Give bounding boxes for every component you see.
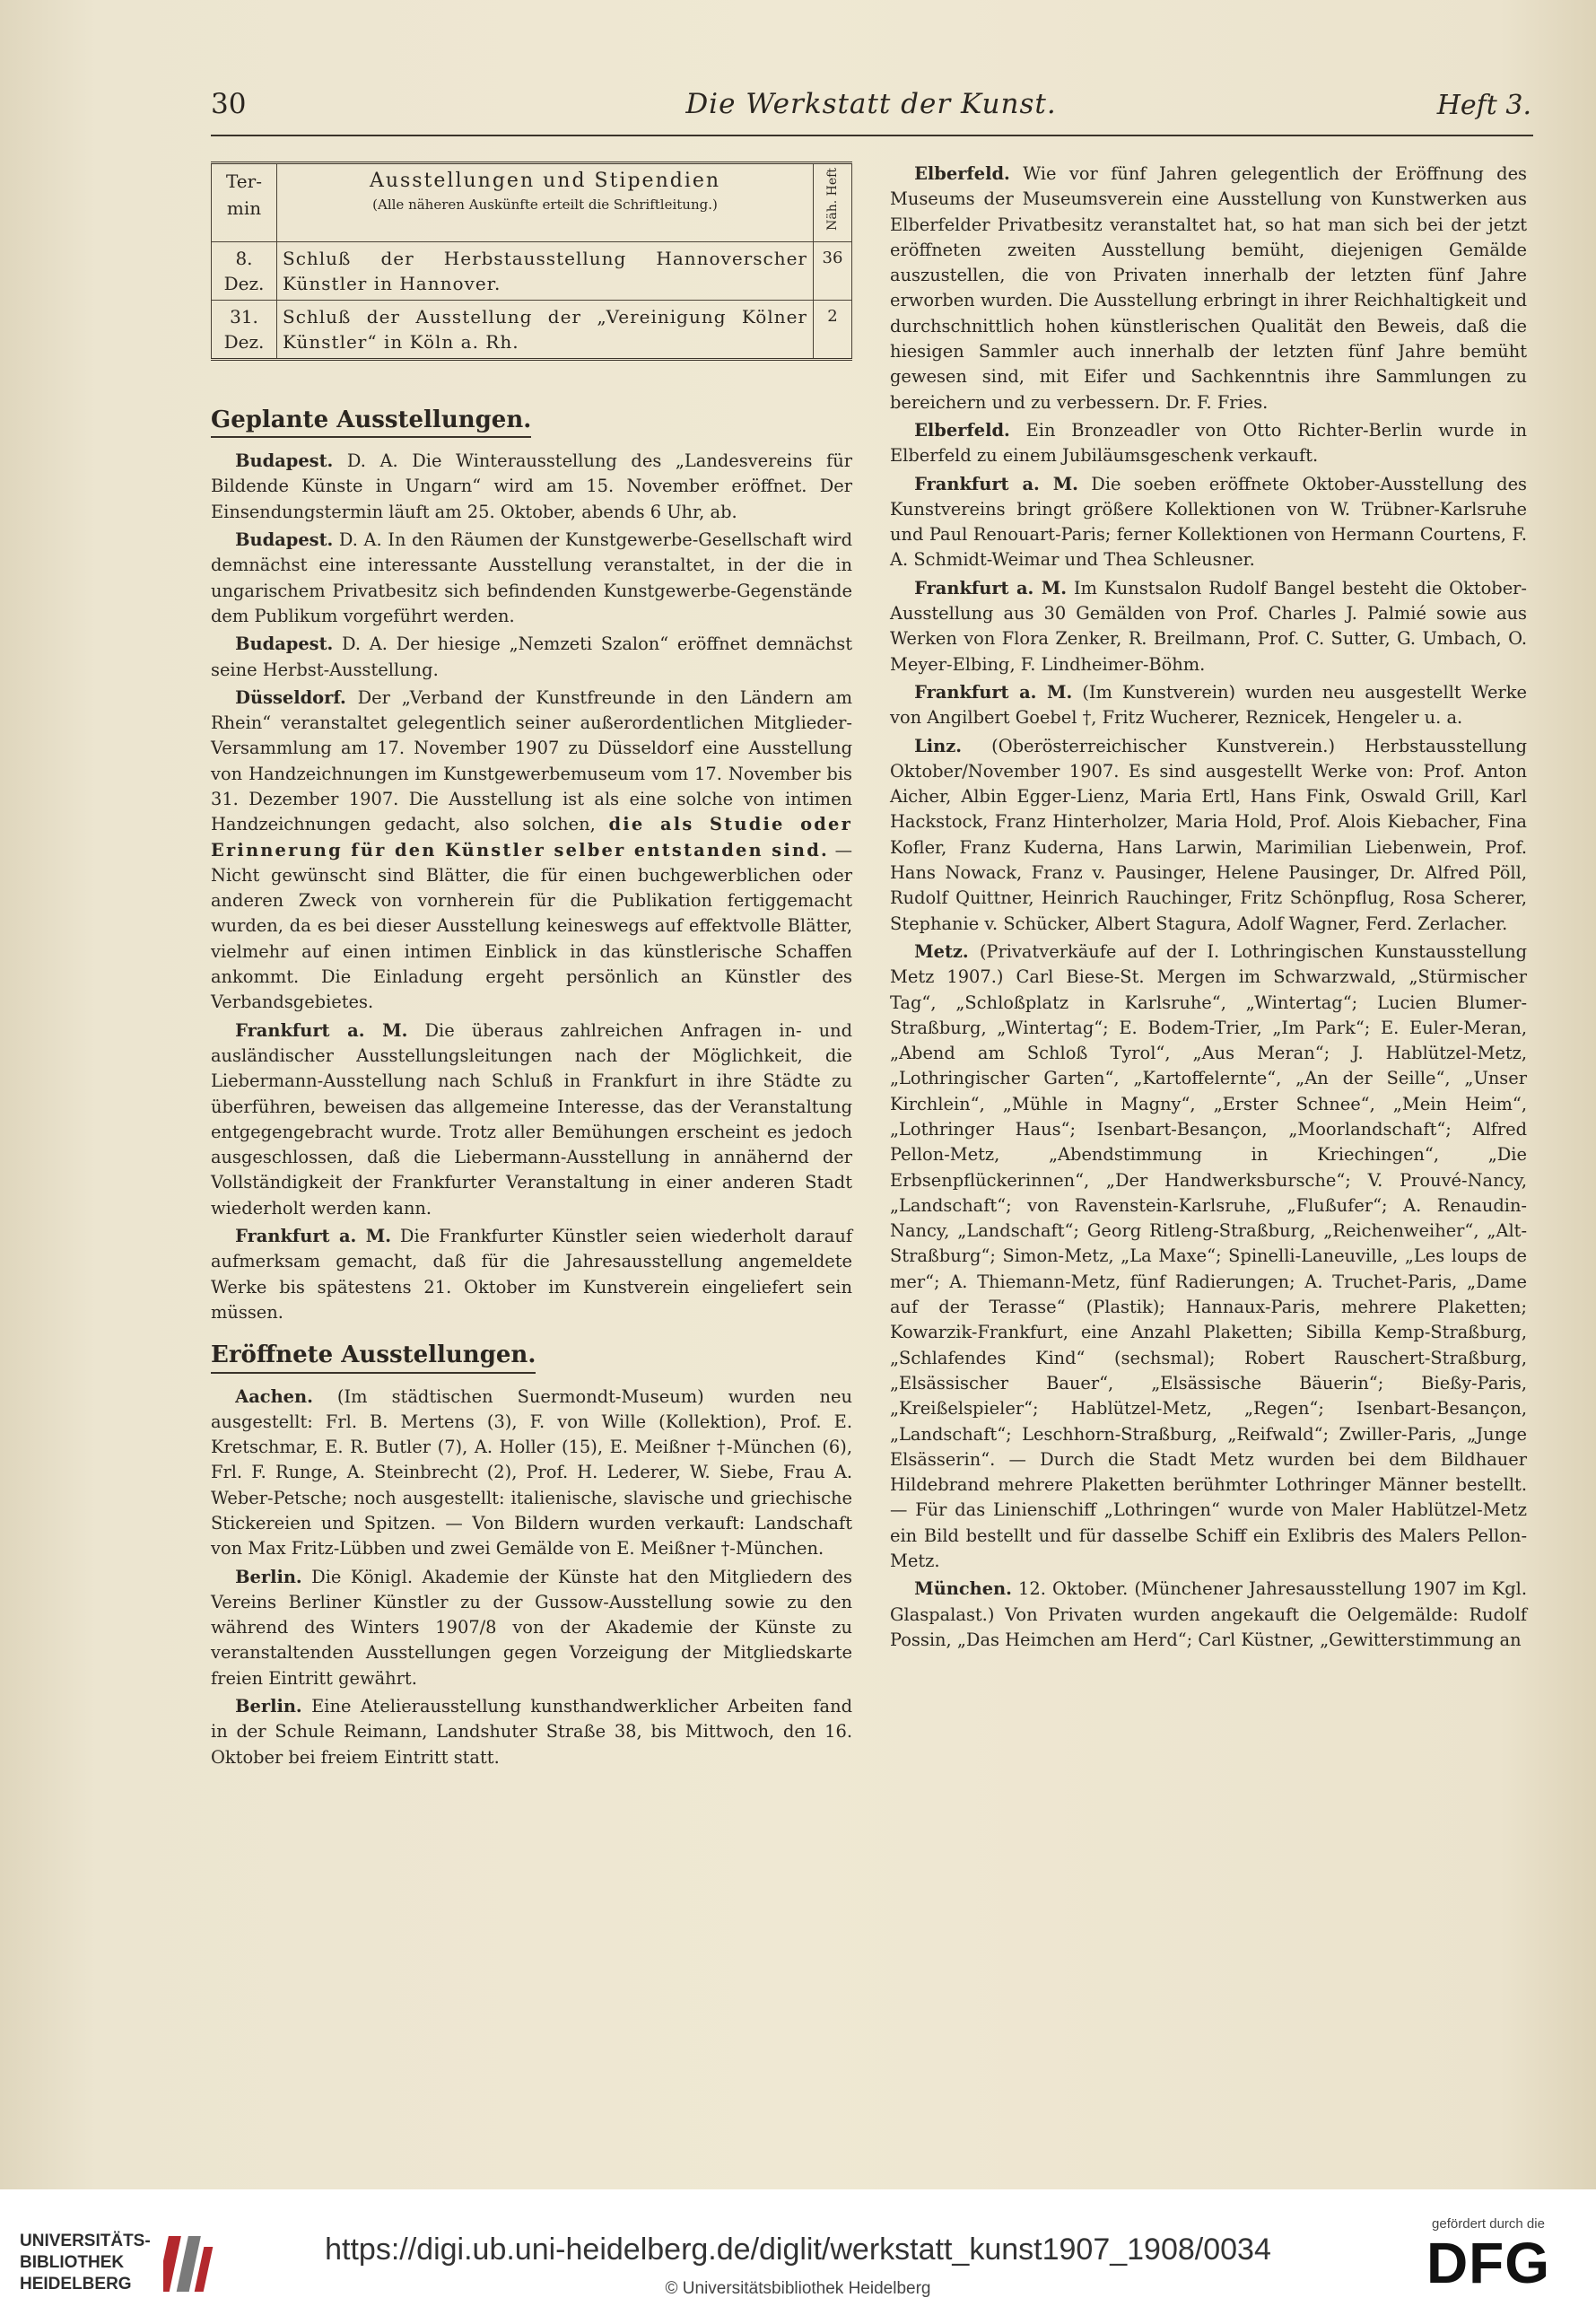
article-place: Düsseldorf. bbox=[235, 686, 346, 708]
row-date: 8. Dez. bbox=[212, 241, 277, 300]
article-paragraph bbox=[211, 1224, 852, 1325]
article-paragraph bbox=[890, 1577, 1527, 1653]
schedule-title: Ausstellungen und Stipendien bbox=[369, 170, 721, 192]
table-row bbox=[212, 241, 852, 300]
article-place: Elberfeld. bbox=[914, 163, 1010, 184]
article-paragraph bbox=[890, 418, 1527, 469]
article-text: Ein Bronzeadler von Otto Richter-Berlin wurde in Elberfeld zu einem Jubiläumsgeschenk verkauft. bbox=[890, 419, 1527, 467]
article-paragraph bbox=[211, 1385, 852, 1562]
article-place: Frankfurt a. M. bbox=[914, 681, 1073, 703]
article-text: D. A. In den Räumen der Kunstgewerbe-Gesellschaft wird demnächst eine interessante Ausstellung veranstaltet, in der die in ungarischem Privatbesitz sich befindenden Kunstgewerbe-Gegenstände dem Publikum vorgeführt werden. bbox=[211, 529, 852, 626]
viewer-footer bbox=[0, 2189, 1596, 2324]
schedule-col-ref bbox=[814, 163, 852, 242]
page-number: 30 bbox=[211, 88, 247, 120]
article-paragraph bbox=[211, 1694, 852, 1770]
issue-label: Heft 3. bbox=[1436, 90, 1531, 121]
article-place: Budapest. bbox=[235, 450, 334, 472]
article-place: Linz. bbox=[914, 735, 963, 756]
article-place: Berlin. bbox=[235, 1566, 302, 1587]
table-row bbox=[212, 300, 852, 359]
sponsor-caption: gefördert durch die bbox=[1432, 2216, 1545, 2232]
article-text: Die Königl. Akademie der Künste hat den Mitgliedern des Vereins Berliner Künstler zu der Gussow-Ausstellung sowie zu den während des Winters 1907/8 von der Akademie der Künste zu veranstaltenden Ausstellungen gegen Vorzeigung der Mitgliedskarte freien Eintritt gewährt. bbox=[211, 1566, 852, 1689]
section-heading-opened: Eröffnete Ausstellungen. bbox=[211, 1342, 536, 1373]
section-heading-planned: Geplante Ausstellungen. bbox=[211, 407, 531, 438]
article-text: Im Kunstsalon Rudolf Bangel besteht die Oktober-Ausstellung aus 30 Gemälden von Prof. Charles J. Palmié sowie aus Werken von Flora Zenker, R. Breilmann, Prof. C. Sutter, G. Umbach, O. Meyer-Elbing, F. Lindheimer-Böhm. bbox=[890, 577, 1527, 675]
article-paragraph bbox=[890, 162, 1527, 415]
article-place: München. bbox=[914, 1578, 1012, 1600]
article-paragraph bbox=[890, 472, 1527, 573]
article-text: Die überaus zahlreichen Anfragen in- und ausländischer Ausstellungsleitungen nach der Möglichkeit, die Liebermann-Ausstellung nach Schluß in Frankfurt in ihre Städte zu überführen, beweisen das allgemeine Interesse, das der Veranstaltung entgegengebracht wurde. Trotz aller Bemühungen erscheint es jedoch ausgeschlossen, daß die Liebermann-Ausstellung in annähernd der Vollständigkeit der Frankfurter Veranstaltung in einer anderen Stadt wiederholt werden kann. bbox=[211, 1019, 852, 1219]
schedule-subtitle: (Alle näheren Auskünfte erteilt die Schriftleitung.) bbox=[372, 197, 718, 213]
copyright-notice: © Universitätsbibliothek Heidelberg bbox=[665, 2279, 931, 2298]
article-paragraph bbox=[211, 686, 852, 1016]
running-title: Die Werkstatt der Kunst. bbox=[685, 88, 1057, 120]
row-date: 31. Dez. bbox=[212, 300, 277, 359]
article-text: (Oberösterreichischer Kunstverein.) Herbstausstellung Oktober/November 1907. Es sind ausgestellt Werke von: Prof. Anton Aicher, Albin Egger-Lienz, Maria Ertl, Hans Fink, Oswald Grill, Karl Hackstock, Franz Hinterholzer, Maria Hold, Prof. Alois Kiebacher, Fina Kofler, Franz Kuderna, Hans Larwin, Marimilian Liebenwein, Prof. Hans Nowack, Franz v. Pausinger, Helene Pausinger, Dr. Alfred Pöll, Rudolf Quittner, Heinrich Rauchinger, Fritz Schönpflug, Rosa Scherer, Stephanie v. Schücker, Albert Stagura, Adolf Wagner, Ferd. Zerlacher. bbox=[890, 735, 1527, 934]
dfg-logo: DFG bbox=[1426, 2231, 1551, 2295]
left-column bbox=[211, 162, 852, 1773]
article-text: 12. Oktober. (Münchener Jahresausstellung 1907 im Kgl. Glaspalast.) Von Privaten wurden angekauft die Oelgemälde: Rudolf Possin, „Das Heimchen am Herd“; Carl Küstner, „Gewitterstimmung an bbox=[890, 1578, 1527, 1650]
article-paragraph bbox=[890, 734, 1527, 937]
article-text: D. A. Der hiesige „Nemzeti Szalon“ eröffnet demnächst seine Herbst-Ausstellung. bbox=[211, 633, 852, 680]
article-text: (Privatverkäufe auf der I. Lothringischen Kunstausstellung Metz 1907.) Carl Biese-St. Mergen im Schwarzwald, „Stürmischer Tag“, „Schloßplatz in Karlsruhe“, „Wintertag“; Lucien Blumer-Straßburg, „Wintertag“; E. Bodem-Trier, „Im Park“; E. Euler-Meran, „Abend am Schloß Tyrol“, „Aus Meran“; J. Hablützel-Metz, „Lothringischer Garten“, „Kartoffelernte“, „An der Seille“, „Unser Kirchlein“, „Mühle in Magny“, „Erster Schnee“, „Mein Heim“, „Lothringer Haus“; Isenbart-Besançon, „Moorlandschaft“; Alfred Pellon-Metz, „Abendstimmung in Kriechingen“, „Die Erbsenpflückerinnen“, „Der Handwerksbursche“; V. Prouvé-Nancy, „Landschaft“; von Ravenstein-Karlsruhe, „Flußufer“; A. Renaudin-Nancy, „Landschaft“; Georg Ritleng-Straßburg, „Reichenweiher“, „Alt-Straßburg“; Simon-Metz, „La Maxe“; Spinelli-Laneuville, „Les loups de mer“; A. Thiemann-Metz, fünf Radierungen; A. Truchet-Paris, „Dame auf der Terasse“ (Plastik); Hannaux-Paris, mehrere Plaketten; Kowarzik-Frankfurt, eine Anzahl Plaketten; Sibilla Kemp-Straßburg, „Schlafendes Kind“ (sechsmal); Robert Rauschert-Straßburg, „Elsässischer Bauer“, „Elsässische Bäuerin“; Bießy-Paris, „Kreißelspieler“; Hablützel-Metz, „Regen“; Isenbart-Besançon, „Landschaft“; Leschhorn-Straßburg, „Reifwald“; Zwiller-Paris, „Junge Elsässerin“. — Durch die Stadt Metz wurden bei dem Bildhauer Hildebrand mehrere Plaketten berühmter Lothringer Männer bestellt. — Für das Linienschiff „Lothringen“ wurde von Maler Hablützel-Metz ein Bild bestellt und für dasselbe Schiff ein Exlibris des Malers Pellon-Metz. bbox=[890, 940, 1527, 1572]
article-place: Aachen. bbox=[235, 1385, 313, 1407]
article-text: (Im städtischen Suermondt-Museum) wurden neu ausgestellt: Frl. B. Mertens (3), F. von Wille (Kollektion), Prof. E. Kretschmar, E. R. Butler (7), A. Holler (15), E. Meißner †-München (6), Frl. F. Runge, A. Steinbrecht (2), Prof. H. Lederer, W. Siebe, Frau A. Weber-Petsche; noch ausgestellt: italienische, slavische und griechische Stickereien und Spitzen. — Von Bildern wurden verkauft: Landschaft von Max Fritz-Lübben und zwei Gemälde von E. Meißner †-München. bbox=[211, 1385, 852, 1560]
sponsor-block[interactable] bbox=[1421, 2216, 1556, 2294]
article-text: D. A. Die Winterausstellung des „Landesvereins für Bildende Künste in Ungarn“ wird am 15. November eröffnet. Der Einsendungstermin läuft am 25. Oktober, abends 6 Uhr, ab. bbox=[211, 450, 852, 522]
schedule-col-date: Ter- min bbox=[212, 163, 277, 242]
article-paragraph bbox=[211, 528, 852, 629]
article-text: — Nicht gewünscht sind Blätter, die für einen buchgewerblichen oder anderen Zweck von vornherein für die Publikation fertiggemacht wurden, da es bei dieser Ausstellung keineswegs auf effektvolle Blätter, vielmehr auf einen intimen Einblick in das künstlerische Schaffen ankommt. Die Einladung ergeht persönlich an Künstler des Verbandsgebietes. bbox=[211, 839, 852, 1013]
article-place: Berlin. bbox=[235, 1696, 302, 1717]
article-paragraph bbox=[890, 576, 1527, 677]
row-text: Schluß der Herbstausstellung Hannoverscher Künstler in Hannover. bbox=[277, 241, 814, 300]
article-place: Budapest. bbox=[235, 529, 334, 551]
article-paragraph bbox=[211, 1018, 852, 1221]
article-paragraph bbox=[211, 1565, 852, 1691]
library-name: UNIVERSITÄTS- BIBLIOTHEK HEIDELBERG bbox=[20, 2232, 151, 2293]
article-text: (Im Kunstverein) wurden neu ausgestellt Werke von Angilbert Goebel †, Fritz Wucherer, Reznicek, Hengeler u. a. bbox=[890, 681, 1527, 729]
article-text: Der „Verband der Kunstfreunde in den Ländern am Rhein“ veranstaltet gelegentlich seiner außerordentlichen Mitglieder-Versammlung am 17. November 1907 zu Düsseldorf eine Ausstellung von Handzeichnungen im Kunstgewerbemuseum vom 17. November bis 31. Dezember 1907. Die Ausstellung ist als eine solche von intimen Handzeichnungen gedacht, also solchen, bbox=[211, 686, 852, 835]
permalink-url[interactable]: https://digi.ub.uni-heidelberg.de/diglit/werkstatt_kunst1907_1908/0034 bbox=[325, 2232, 1271, 2267]
right-column bbox=[890, 162, 1527, 1656]
article-paragraph bbox=[890, 680, 1527, 731]
row-text: Schluß der Ausstellung der „Vereinigung Kölner Künstler“ in Köln a. Rh. bbox=[277, 300, 814, 359]
schedule-ref-label: Näh. Heft bbox=[825, 168, 840, 231]
article-paragraph bbox=[211, 632, 852, 683]
article-text: Die Frankfurter Künstler seien wiederholt darauf aufmerksam gemacht, daß für die Jahresausstellung angemeldete Werke bis spätestens 21. Oktober im Kunstverein eingeliefert sein müssen. bbox=[211, 1226, 852, 1323]
article-place: Metz. bbox=[914, 940, 969, 962]
article-place: Frankfurt a. M. bbox=[914, 577, 1067, 598]
article-place: Elberfeld. bbox=[914, 419, 1010, 441]
schedule-col-title bbox=[277, 163, 814, 242]
article-text: Wie vor fünf Jahren gelegentlich der Eröffnung des Museums der Museumsverein eine Ausstellung von Kunstwerken aus Elberfelder Privatbesitz veranstaltet hat, so hat man sich bei der jetzt eröffneten zweiten Ausstellung bemüht, diejenigen Gemälde auszustellen, die von Privaten innerhalb der letzten fünf Jahre erworben wurden. Die Ausstellung erbringt in ihrer Reichhaltigkeit und durchschnittlich hohen künstlerischen Qualität den Beweis, daß die hiesigen Sammler auch innerhalb der letzten fünf Jahre bemüht gewesen sind, mit Eifer und Sachkenntnis ihre Sammlungen zu bereichern und zu verbessern. Dr. F. Fries. bbox=[890, 163, 1527, 413]
article-paragraph bbox=[890, 939, 1527, 1574]
article-emphasis: die als Studie oder Erinnerung für den Künstler selber entstanden sind. bbox=[211, 814, 853, 861]
article-place: Frankfurt a. M. bbox=[235, 1019, 408, 1041]
article-place: Frankfurt a. M. bbox=[914, 473, 1078, 494]
header-rule bbox=[211, 135, 1533, 136]
schedule-table bbox=[211, 162, 852, 361]
row-ref: 2 bbox=[814, 300, 852, 359]
article-place: Budapest. bbox=[235, 633, 334, 655]
article-paragraph bbox=[211, 449, 852, 525]
row-ref: 36 bbox=[814, 241, 852, 300]
article-text: Die soeben eröffnete Oktober-Ausstellung des Kunstvereins bringt größere Kollektionen von W. Trübner-Karlsruhe und Paul Renouart-Paris; ferner Kollektionen von Hermann Courtens, F. A. Schmidt-Weimar und Thea Schleusner. bbox=[890, 473, 1527, 571]
running-header bbox=[211, 88, 1531, 131]
article-text: Eine Atelierausstellung kunsthandwerklicher Arbeiten fand in der Schule Reimann, Landshuter Straße 38, bis Mittwoch, den 16. Oktober bei freiem Eintritt statt. bbox=[211, 1696, 852, 1768]
article-place: Frankfurt a. M. bbox=[235, 1226, 392, 1247]
